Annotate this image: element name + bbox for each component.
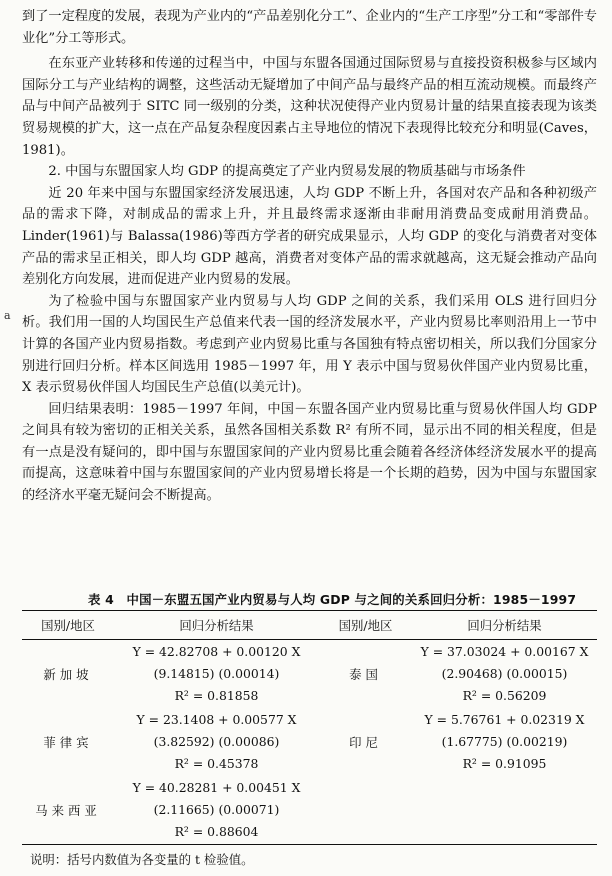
regression-cell bbox=[114, 708, 319, 776]
section-heading: 2. 中国与东盟国家人均 GDP 的提高奠定了产业内贸易发展的物质基础与市场条件 bbox=[48, 164, 526, 180]
regression-cell bbox=[412, 640, 597, 709]
empty-cell bbox=[412, 776, 597, 845]
t-values: (3.82592) (0.00086) bbox=[153, 734, 280, 749]
equation: Y = 5.76761 + 0.02319 X bbox=[424, 712, 585, 727]
country-cell: 马来西亚 bbox=[22, 776, 114, 845]
country-cell: 菲律宾 bbox=[43, 735, 93, 750]
margin-mark: a bbox=[4, 309, 11, 322]
paragraph-2: 在东亚产业转移和传递的过程当中，中国与东盟各国通过国际贸易与直接投资积极参与区域内国际分工与产业结构的调整，这些活动无疑增加了中间产品与最终产品的相互流动规模。而最终产品与中间产品被列于 SITC 同一级别的分类，这种状况使得产业内贸易计量的结果直接表现为该类贸易规模的扩大，这一点在产品复杂程度因素占主导地位的情况下表现得比较充分和明显(Caves，1981)。 bbox=[22, 56, 597, 158]
equation: Y = 23.1408 + 0.00577 X bbox=[136, 712, 297, 727]
regression-cell bbox=[412, 708, 597, 776]
header-country-left: 国别/地区 bbox=[22, 611, 114, 640]
equation: Y = 42.82708 + 0.00120 X bbox=[132, 644, 301, 659]
t-values: (2.11665) (0.00071) bbox=[153, 802, 280, 817]
country-cell: 泰国 bbox=[349, 667, 382, 682]
regression-cell bbox=[114, 640, 319, 709]
t-values: (9.14815) (0.00014) bbox=[153, 666, 280, 681]
r-squared: R² = 0.91095 bbox=[462, 756, 547, 771]
header-country-right: 国别/地区 bbox=[319, 611, 412, 640]
empty-cell bbox=[319, 776, 412, 845]
table-row bbox=[22, 640, 597, 709]
paragraph-5: 回归结果表明：1985－1997 年间，中国－东盟各国产业内贸易比重与贸易伙伴国人均 GDP 之间具有较为密切的正相关关系，虽然各国相关系数 R² 有所不同，显示出不同的相关程度，但是有一点是没有疑问的，即中国与东盟国家间的产业内贸易比重会随着各经济体经济发展水平的提高而提高，这意味着中国与东盟国家间的产业内贸易增长将是一个长期的趋势，因为中国与东盟国家的经济水平毫无疑问会不断提高。 bbox=[22, 401, 597, 504]
paragraph-4: 为了检验中国与东盟国家产业内贸易与人均 GDP 之间的关系，我们采用 OLS 进行回归分析。我们用一国的人均国民生产总值来代表一国的经济发展水平，产业内贸易比率则沿用上一节中计算的各国产业内贸易指数。考虑到产业内贸易比重与各国独有特点密切相关，所以我们分国家分别进行回归分析。样本区间选用 1985－1997 年，用 Y 表示中国与贸易伙伴国产业内贸易比重，X 表示贸易伙伴国人均国民生产总值(以美元计)。 bbox=[22, 293, 597, 396]
r-squared: R² = 0.81858 bbox=[174, 688, 259, 703]
table-row bbox=[22, 708, 597, 776]
r-squared: R² = 0.88604 bbox=[174, 824, 259, 839]
table-row bbox=[22, 776, 597, 845]
country-cell: 新加坡 bbox=[43, 667, 93, 682]
table-header-row bbox=[22, 611, 597, 640]
regression-cell bbox=[114, 776, 319, 845]
header-result-right: 回归分析结果 bbox=[412, 611, 597, 640]
t-values: (2.90468) (0.00015) bbox=[441, 666, 568, 681]
regression-table bbox=[22, 610, 597, 845]
body-text bbox=[22, 6, 597, 507]
r-squared: R² = 0.56209 bbox=[462, 688, 547, 703]
equation: Y = 37.03024 + 0.00167 X bbox=[420, 644, 589, 659]
paragraph-1: 到了一定程度的发展，表现为产业内的“产品差别化分工”、企业内的“生产工序型”分工和“零部件专业化”分工等形式。 bbox=[22, 9, 597, 46]
r-squared: R² = 0.45378 bbox=[174, 756, 259, 771]
table-title: 表 4 中国－东盟五国产业内贸易与人均 GDP 与之间的关系回归分析：1985－1997 bbox=[88, 592, 577, 607]
header-result-left: 回归分析结果 bbox=[114, 611, 319, 640]
table-note: 说明：括号内数值为各变量的 t 检验值。 bbox=[30, 852, 254, 867]
equation: Y = 40.28281 + 0.00451 X bbox=[132, 780, 301, 795]
t-values: (1.67775) (0.00219) bbox=[441, 734, 568, 749]
paragraph-3: 近 20 年来中国与东盟国家经济发展迅速，人均 GDP 不断上升，各国对农产品和各种初级产品的需求下降，对制成品的需求上升，并且最终需求逐渐由非耐用消费品变成耐用消费品。Linder(1961)与 Balassa(1986)等西方学者的研究成果显示，人均 GDP 的变化与消费者对变体产品的需求呈正相关，即人均 GDP 越高，消费者对变体产品的需求就越高，这无疑会推动产品向差别化方向发展，进而促进产业内贸易的发展。 bbox=[22, 185, 597, 288]
country-cell: 印尼 bbox=[349, 735, 382, 750]
